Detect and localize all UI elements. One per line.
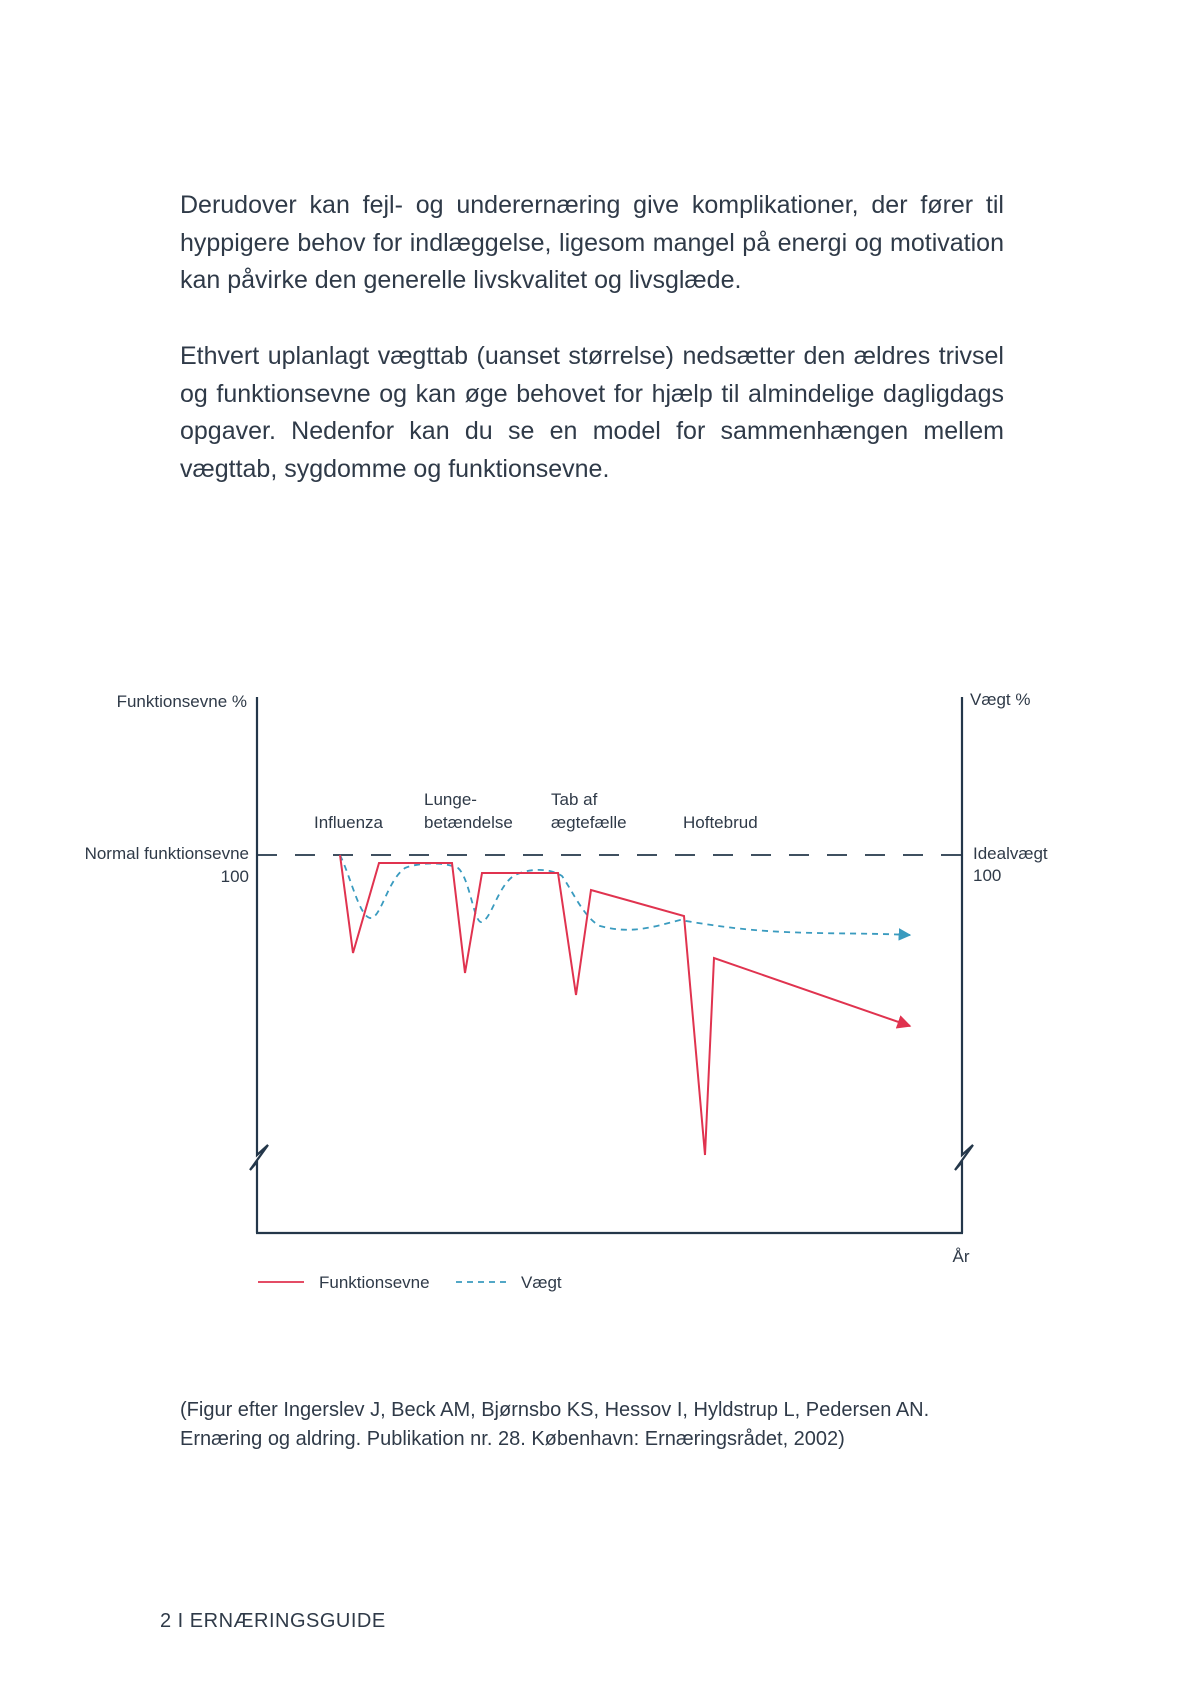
body-paragraph-2: Ethvert uplanlagt vægttab (uanset størrelse) nedsætter den ældres trivsel og funktionsevne og kan øge behovet for hjælp til almindelige dagligdags opgaver. Nedenfor kan du se en model for sammenhængen mellem vægttab, sygdomme og funktionsevne. [180,342,1004,483]
legend [258,1273,562,1292]
y-left-axis-label: Funktionsevne % [116,692,247,711]
legend-label-funktionsevne: Funktionsevne [319,1273,430,1292]
page-footer: 2 I ERNÆRINGSGUIDE [160,1610,386,1632]
event-label-hoftebrud: Hoftebrud [683,813,758,832]
event-label-tab-af-aegtefaelle-1: Tab af [551,790,598,809]
right-axis [955,697,973,1233]
event-label-influenza: Influenza [314,813,383,832]
body-paragraph-1: Derudover kan fejl- og underernæring give komplikationer, der fører til hyppigere behov for indlæggelse, ligesom mangel på energi og motivation kan påvirke den generelle livskvalitet og livsglæde. [180,191,1004,294]
x-axis-label: År [952,1247,970,1266]
event-label-tab-af-aegtefaelle-2: ægtefælle [551,813,627,832]
vaegt-curve [340,855,910,935]
funktionsevne-curve [340,855,910,1155]
right-ref-label: Idealvægt [973,844,1048,863]
event-label-lungebetaendelse-1: Lunge- [424,790,477,809]
right-ref-value: 100 [973,866,1002,885]
event-label-lungebetaendelse-2: betændelse [424,813,513,832]
left-ref-value: 100 [220,867,249,886]
left-axis [250,697,268,1233]
legend-label-vaegt: Vægt [521,1273,562,1292]
left-ref-label: Normal funktionsevne [84,844,249,863]
y-right-axis-label: Vægt % [970,690,1031,709]
figure-caption: (Figur efter Ingerslev J, Beck AM, Bjørnsbo KS, Hessov I, Hyldstrup L, Pedersen AN. Ernæring og aldring. Publikation nr. 28. København: Ernæringsrådet, 2002) [180,1399,930,1450]
